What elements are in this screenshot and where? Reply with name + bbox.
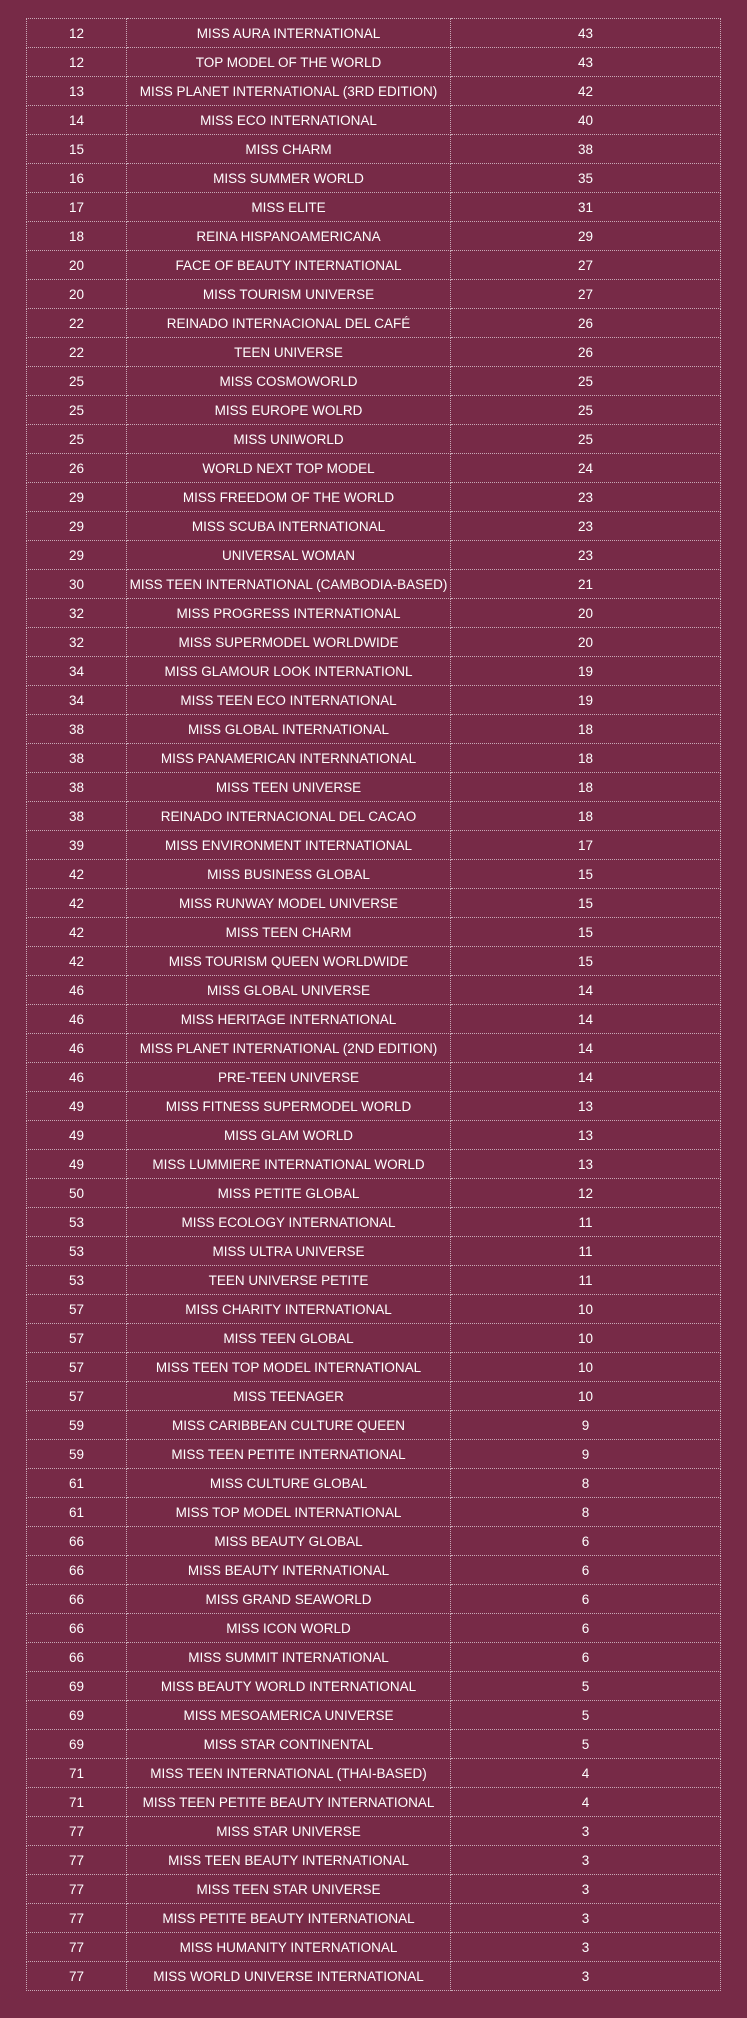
score-cell: 27	[451, 251, 721, 280]
rank-cell: 77	[27, 1846, 127, 1875]
score-cell: 14	[451, 1063, 721, 1092]
rank-cell: 42	[27, 918, 127, 947]
table-row	[27, 1208, 721, 1237]
table-row	[27, 135, 721, 164]
pageant-name-cell: MISS FITNESS SUPERMODEL WORLD	[127, 1092, 451, 1121]
rank-cell: 42	[27, 889, 127, 918]
score-cell: 12	[451, 1179, 721, 1208]
table-row	[27, 338, 721, 367]
rank-cell: 16	[27, 164, 127, 193]
table-row	[27, 1440, 721, 1469]
rank-cell: 53	[27, 1237, 127, 1266]
score-cell: 35	[451, 164, 721, 193]
ranking-table-container	[26, 18, 720, 1991]
rank-cell: 57	[27, 1324, 127, 1353]
table-row	[27, 309, 721, 338]
score-cell: 23	[451, 483, 721, 512]
pageant-name-cell: MISS PETITE BEAUTY INTERNATIONAL	[127, 1904, 451, 1933]
table-row	[27, 1933, 721, 1962]
score-cell: 38	[451, 135, 721, 164]
pageant-name-cell: MISS STAR CONTINENTAL	[127, 1730, 451, 1759]
pageant-name-cell: MISS SUMMER WORLD	[127, 164, 451, 193]
table-row	[27, 715, 721, 744]
pageant-name-cell: MISS ELITE	[127, 193, 451, 222]
score-cell: 26	[451, 309, 721, 338]
pageant-name-cell: MISS LUMMIERE INTERNATIONAL WORLD	[127, 1150, 451, 1179]
score-cell: 3	[451, 1846, 721, 1875]
rank-cell: 26	[27, 454, 127, 483]
score-cell: 4	[451, 1788, 721, 1817]
pageant-name-cell: UNIVERSAL WOMAN	[127, 541, 451, 570]
rank-cell: 69	[27, 1701, 127, 1730]
rank-cell: 46	[27, 1034, 127, 1063]
score-cell: 20	[451, 628, 721, 657]
table-row	[27, 1179, 721, 1208]
rank-cell: 46	[27, 1063, 127, 1092]
rank-cell: 53	[27, 1208, 127, 1237]
pageant-name-cell: MISS MESOAMERICA UNIVERSE	[127, 1701, 451, 1730]
pageant-name-cell: MISS PETITE GLOBAL	[127, 1179, 451, 1208]
table-row	[27, 222, 721, 251]
pageant-name-cell: MISS ECOLOGY INTERNATIONAL	[127, 1208, 451, 1237]
rank-cell: 49	[27, 1150, 127, 1179]
table-row	[27, 396, 721, 425]
pageant-name-cell: MISS TEENAGER	[127, 1382, 451, 1411]
pageant-name-cell: MISS TOURISM UNIVERSE	[127, 280, 451, 309]
pageant-name-cell: WORLD NEXT TOP MODEL	[127, 454, 451, 483]
score-cell: 43	[451, 19, 721, 48]
table-row	[27, 106, 721, 135]
table-row	[27, 48, 721, 77]
pageant-name-cell: MISS CHARITY INTERNATIONAL	[127, 1295, 451, 1324]
rank-cell: 34	[27, 657, 127, 686]
pageant-name-cell: MISS AURA INTERNATIONAL	[127, 19, 451, 48]
score-cell: 10	[451, 1324, 721, 1353]
rank-cell: 22	[27, 309, 127, 338]
rank-cell: 66	[27, 1556, 127, 1585]
table-row	[27, 918, 721, 947]
table-row	[27, 1904, 721, 1933]
rank-cell: 14	[27, 106, 127, 135]
rank-cell: 46	[27, 1005, 127, 1034]
pageant-name-cell: MISS EUROPE WOLRD	[127, 396, 451, 425]
score-cell: 11	[451, 1237, 721, 1266]
table-row	[27, 1701, 721, 1730]
rank-cell: 71	[27, 1759, 127, 1788]
table-row	[27, 280, 721, 309]
rank-cell: 59	[27, 1440, 127, 1469]
score-cell: 13	[451, 1121, 721, 1150]
table-row	[27, 541, 721, 570]
score-cell: 26	[451, 338, 721, 367]
table-row	[27, 425, 721, 454]
score-cell: 13	[451, 1150, 721, 1179]
pageant-name-cell: MISS RUNWAY MODEL UNIVERSE	[127, 889, 451, 918]
table-row	[27, 1788, 721, 1817]
score-cell: 15	[451, 947, 721, 976]
score-cell: 20	[451, 599, 721, 628]
score-cell: 11	[451, 1208, 721, 1237]
rank-cell: 46	[27, 976, 127, 1005]
score-cell: 6	[451, 1527, 721, 1556]
score-cell: 6	[451, 1556, 721, 1585]
rank-cell: 12	[27, 48, 127, 77]
score-cell: 15	[451, 918, 721, 947]
table-row	[27, 512, 721, 541]
pageant-name-cell: MISS TEEN CHARM	[127, 918, 451, 947]
pageant-name-cell: MISS TEEN PETITE BEAUTY INTERNATIONAL	[127, 1788, 451, 1817]
table-row	[27, 1324, 721, 1353]
table-row	[27, 251, 721, 280]
pageant-name-cell: MISS TEEN INTERNATIONAL (THAI-BASED)	[127, 1759, 451, 1788]
rank-cell: 39	[27, 831, 127, 860]
pageant-name-cell: MISS TEEN INTERNATIONAL (CAMBODIA-BASED)	[127, 570, 451, 599]
rank-cell: 38	[27, 802, 127, 831]
table-row	[27, 19, 721, 48]
table-row	[27, 1150, 721, 1179]
pageant-name-cell: MISS TEEN GLOBAL	[127, 1324, 451, 1353]
score-cell: 23	[451, 512, 721, 541]
table-row	[27, 1730, 721, 1759]
score-cell: 9	[451, 1440, 721, 1469]
table-row	[27, 1353, 721, 1382]
pageant-name-cell: REINADO INTERNACIONAL DEL CAFÉ	[127, 309, 451, 338]
table-row	[27, 831, 721, 860]
rank-cell: 20	[27, 280, 127, 309]
table-row	[27, 1005, 721, 1034]
pageant-name-cell: MISS TEEN BEAUTY INTERNATIONAL	[127, 1846, 451, 1875]
pageant-name-cell: MISS UNIWORLD	[127, 425, 451, 454]
table-row	[27, 773, 721, 802]
rank-cell: 12	[27, 19, 127, 48]
table-row	[27, 1034, 721, 1063]
score-cell: 8	[451, 1469, 721, 1498]
rank-cell: 53	[27, 1266, 127, 1295]
table-row	[27, 367, 721, 396]
score-cell: 17	[451, 831, 721, 860]
rank-cell: 18	[27, 222, 127, 251]
rank-cell: 25	[27, 367, 127, 396]
score-cell: 43	[451, 48, 721, 77]
table-row	[27, 1295, 721, 1324]
rank-cell: 32	[27, 599, 127, 628]
rank-cell: 57	[27, 1382, 127, 1411]
rank-cell: 66	[27, 1585, 127, 1614]
table-row	[27, 1759, 721, 1788]
pageant-name-cell: MISS WORLD UNIVERSE INTERNATIONAL	[127, 1962, 451, 1991]
rank-cell: 66	[27, 1614, 127, 1643]
pageant-name-cell: MISS GLOBAL INTERNATIONAL	[127, 715, 451, 744]
rank-cell: 17	[27, 193, 127, 222]
rank-cell: 29	[27, 541, 127, 570]
pageant-name-cell: MISS PLANET INTERNATIONAL (2ND EDITION)	[127, 1034, 451, 1063]
rank-cell: 38	[27, 773, 127, 802]
rank-cell: 42	[27, 947, 127, 976]
rank-cell: 77	[27, 1904, 127, 1933]
pageant-name-cell: TOP MODEL OF THE WORLD	[127, 48, 451, 77]
table-row	[27, 1962, 721, 1991]
rank-cell: 77	[27, 1933, 127, 1962]
pageant-name-cell: MISS FREEDOM OF THE WORLD	[127, 483, 451, 512]
pageant-name-cell: MISS TEEN STAR UNIVERSE	[127, 1875, 451, 1904]
table-row	[27, 889, 721, 918]
pageant-name-cell: MISS GLAM WORLD	[127, 1121, 451, 1150]
rank-cell: 59	[27, 1411, 127, 1440]
pageant-name-cell: MISS HERITAGE INTERNATIONAL	[127, 1005, 451, 1034]
score-cell: 11	[451, 1266, 721, 1295]
pageant-name-cell: MISS SCUBA INTERNATIONAL	[127, 512, 451, 541]
score-cell: 6	[451, 1614, 721, 1643]
rank-cell: 69	[27, 1672, 127, 1701]
score-cell: 25	[451, 367, 721, 396]
score-cell: 15	[451, 860, 721, 889]
score-cell: 8	[451, 1498, 721, 1527]
pageant-name-cell: MISS PROGRESS INTERNATIONAL	[127, 599, 451, 628]
score-cell: 10	[451, 1295, 721, 1324]
score-cell: 3	[451, 1904, 721, 1933]
table-row	[27, 454, 721, 483]
rank-cell: 57	[27, 1353, 127, 1382]
table-row	[27, 1092, 721, 1121]
pageant-name-cell: MISS ICON WORLD	[127, 1614, 451, 1643]
table-row	[27, 483, 721, 512]
table-row	[27, 1614, 721, 1643]
table-row	[27, 686, 721, 715]
table-row	[27, 1382, 721, 1411]
score-cell: 15	[451, 889, 721, 918]
rank-cell: 57	[27, 1295, 127, 1324]
score-cell: 3	[451, 1933, 721, 1962]
table-row	[27, 570, 721, 599]
score-cell: 6	[451, 1643, 721, 1672]
pageant-name-cell: MISS BEAUTY WORLD INTERNATIONAL	[127, 1672, 451, 1701]
rank-cell: 50	[27, 1179, 127, 1208]
rank-cell: 42	[27, 860, 127, 889]
rank-cell: 61	[27, 1469, 127, 1498]
table-row	[27, 1237, 721, 1266]
score-cell: 6	[451, 1585, 721, 1614]
pageant-name-cell: MISS STAR UNIVERSE	[127, 1817, 451, 1846]
rank-cell: 49	[27, 1092, 127, 1121]
pageant-name-cell: MISS TEEN TOP MODEL INTERNATIONAL	[127, 1353, 451, 1382]
score-cell: 3	[451, 1962, 721, 1991]
rank-cell: 77	[27, 1817, 127, 1846]
score-cell: 21	[451, 570, 721, 599]
rank-cell: 20	[27, 251, 127, 280]
pageant-name-cell: PRE-TEEN UNIVERSE	[127, 1063, 451, 1092]
rank-cell: 29	[27, 512, 127, 541]
score-cell: 23	[451, 541, 721, 570]
rank-cell: 22	[27, 338, 127, 367]
score-cell: 10	[451, 1353, 721, 1382]
table-row	[27, 1556, 721, 1585]
rank-cell: 38	[27, 744, 127, 773]
table-row	[27, 1817, 721, 1846]
table-row	[27, 1585, 721, 1614]
table-row	[27, 1121, 721, 1150]
table-row	[27, 164, 721, 193]
table-row	[27, 657, 721, 686]
score-cell: 18	[451, 773, 721, 802]
table-row	[27, 1469, 721, 1498]
table-row	[27, 1672, 721, 1701]
score-cell: 10	[451, 1382, 721, 1411]
table-row	[27, 802, 721, 831]
table-row	[27, 599, 721, 628]
pageant-name-cell: MISS CARIBBEAN CULTURE QUEEN	[127, 1411, 451, 1440]
rank-cell: 34	[27, 686, 127, 715]
pageant-name-cell: MISS TEEN ECO INTERNATIONAL	[127, 686, 451, 715]
pageant-name-cell: REINA HISPANOAMERICANA	[127, 222, 451, 251]
score-cell: 18	[451, 715, 721, 744]
pageant-name-cell: MISS BEAUTY INTERNATIONAL	[127, 1556, 451, 1585]
score-cell: 27	[451, 280, 721, 309]
table-row	[27, 1266, 721, 1295]
table-row	[27, 193, 721, 222]
score-cell: 40	[451, 106, 721, 135]
table-row	[27, 744, 721, 773]
table-row	[27, 1527, 721, 1556]
score-cell: 5	[451, 1701, 721, 1730]
table-row	[27, 1498, 721, 1527]
pageant-name-cell: MISS CULTURE GLOBAL	[127, 1469, 451, 1498]
rank-cell: 32	[27, 628, 127, 657]
pageant-name-cell: MISS TOP MODEL INTERNATIONAL	[127, 1498, 451, 1527]
pageant-name-cell: MISS GLOBAL UNIVERSE	[127, 976, 451, 1005]
pageant-name-cell: MISS CHARM	[127, 135, 451, 164]
score-cell: 14	[451, 976, 721, 1005]
pageant-name-cell: MISS ULTRA UNIVERSE	[127, 1237, 451, 1266]
pageant-name-cell: TEEN UNIVERSE PETITE	[127, 1266, 451, 1295]
table-row	[27, 947, 721, 976]
pageant-name-cell: MISS ENVIRONMENT INTERNATIONAL	[127, 831, 451, 860]
rank-cell: 29	[27, 483, 127, 512]
score-cell: 3	[451, 1817, 721, 1846]
table-row	[27, 976, 721, 1005]
pageant-name-cell: MISS HUMANITY INTERNATIONAL	[127, 1933, 451, 1962]
pageant-name-cell: REINADO INTERNACIONAL DEL CACAO	[127, 802, 451, 831]
rank-cell: 77	[27, 1875, 127, 1904]
score-cell: 4	[451, 1759, 721, 1788]
score-cell: 19	[451, 686, 721, 715]
score-cell: 19	[451, 657, 721, 686]
rank-cell: 25	[27, 396, 127, 425]
pageant-name-cell: MISS GLAMOUR LOOK INTERNATIONL	[127, 657, 451, 686]
pageant-name-cell: MISS BUSINESS GLOBAL	[127, 860, 451, 889]
pageant-name-cell: MISS COSMOWORLD	[127, 367, 451, 396]
pageant-name-cell: MISS TEEN UNIVERSE	[127, 773, 451, 802]
score-cell: 25	[451, 396, 721, 425]
score-cell: 14	[451, 1005, 721, 1034]
score-cell: 18	[451, 802, 721, 831]
rank-cell: 61	[27, 1498, 127, 1527]
pageant-name-cell: MISS ECO INTERNATIONAL	[127, 106, 451, 135]
table-row	[27, 1063, 721, 1092]
score-cell: 14	[451, 1034, 721, 1063]
table-row	[27, 77, 721, 106]
score-cell: 5	[451, 1730, 721, 1759]
table-row	[27, 860, 721, 889]
rank-cell: 77	[27, 1962, 127, 1991]
score-cell: 18	[451, 744, 721, 773]
rank-cell: 13	[27, 77, 127, 106]
table-row	[27, 628, 721, 657]
pageant-name-cell: FACE OF BEAUTY INTERNATIONAL	[127, 251, 451, 280]
pageant-name-cell: TEEN UNIVERSE	[127, 338, 451, 367]
score-cell: 29	[451, 222, 721, 251]
ranking-table	[26, 18, 721, 1991]
pageant-name-cell: MISS TOURISM QUEEN WORLDWIDE	[127, 947, 451, 976]
pageant-name-cell: MISS TEEN PETITE INTERNATIONAL	[127, 1440, 451, 1469]
rank-cell: 69	[27, 1730, 127, 1759]
rank-cell: 38	[27, 715, 127, 744]
rank-cell: 49	[27, 1121, 127, 1150]
pageant-name-cell: MISS PLANET INTERNATIONAL (3RD EDITION)	[127, 77, 451, 106]
table-row	[27, 1875, 721, 1904]
rank-cell: 66	[27, 1527, 127, 1556]
rank-cell: 30	[27, 570, 127, 599]
pageant-name-cell: MISS SUPERMODEL WORLDWIDE	[127, 628, 451, 657]
rank-cell: 66	[27, 1643, 127, 1672]
pageant-name-cell: MISS BEAUTY GLOBAL	[127, 1527, 451, 1556]
rank-cell: 15	[27, 135, 127, 164]
score-cell: 31	[451, 193, 721, 222]
score-cell: 9	[451, 1411, 721, 1440]
pageant-name-cell: MISS GRAND SEAWORLD	[127, 1585, 451, 1614]
pageant-name-cell: MISS PANAMERICAN INTERNNATIONAL	[127, 744, 451, 773]
table-row	[27, 1846, 721, 1875]
score-cell: 24	[451, 454, 721, 483]
score-cell: 13	[451, 1092, 721, 1121]
rank-cell: 71	[27, 1788, 127, 1817]
score-cell: 42	[451, 77, 721, 106]
score-cell: 5	[451, 1672, 721, 1701]
table-row	[27, 1411, 721, 1440]
rank-cell: 25	[27, 425, 127, 454]
score-cell: 25	[451, 425, 721, 454]
table-row	[27, 1643, 721, 1672]
pageant-name-cell: MISS SUMMIT INTERNATIONAL	[127, 1643, 451, 1672]
score-cell: 3	[451, 1875, 721, 1904]
ranking-table-body	[27, 19, 721, 1991]
